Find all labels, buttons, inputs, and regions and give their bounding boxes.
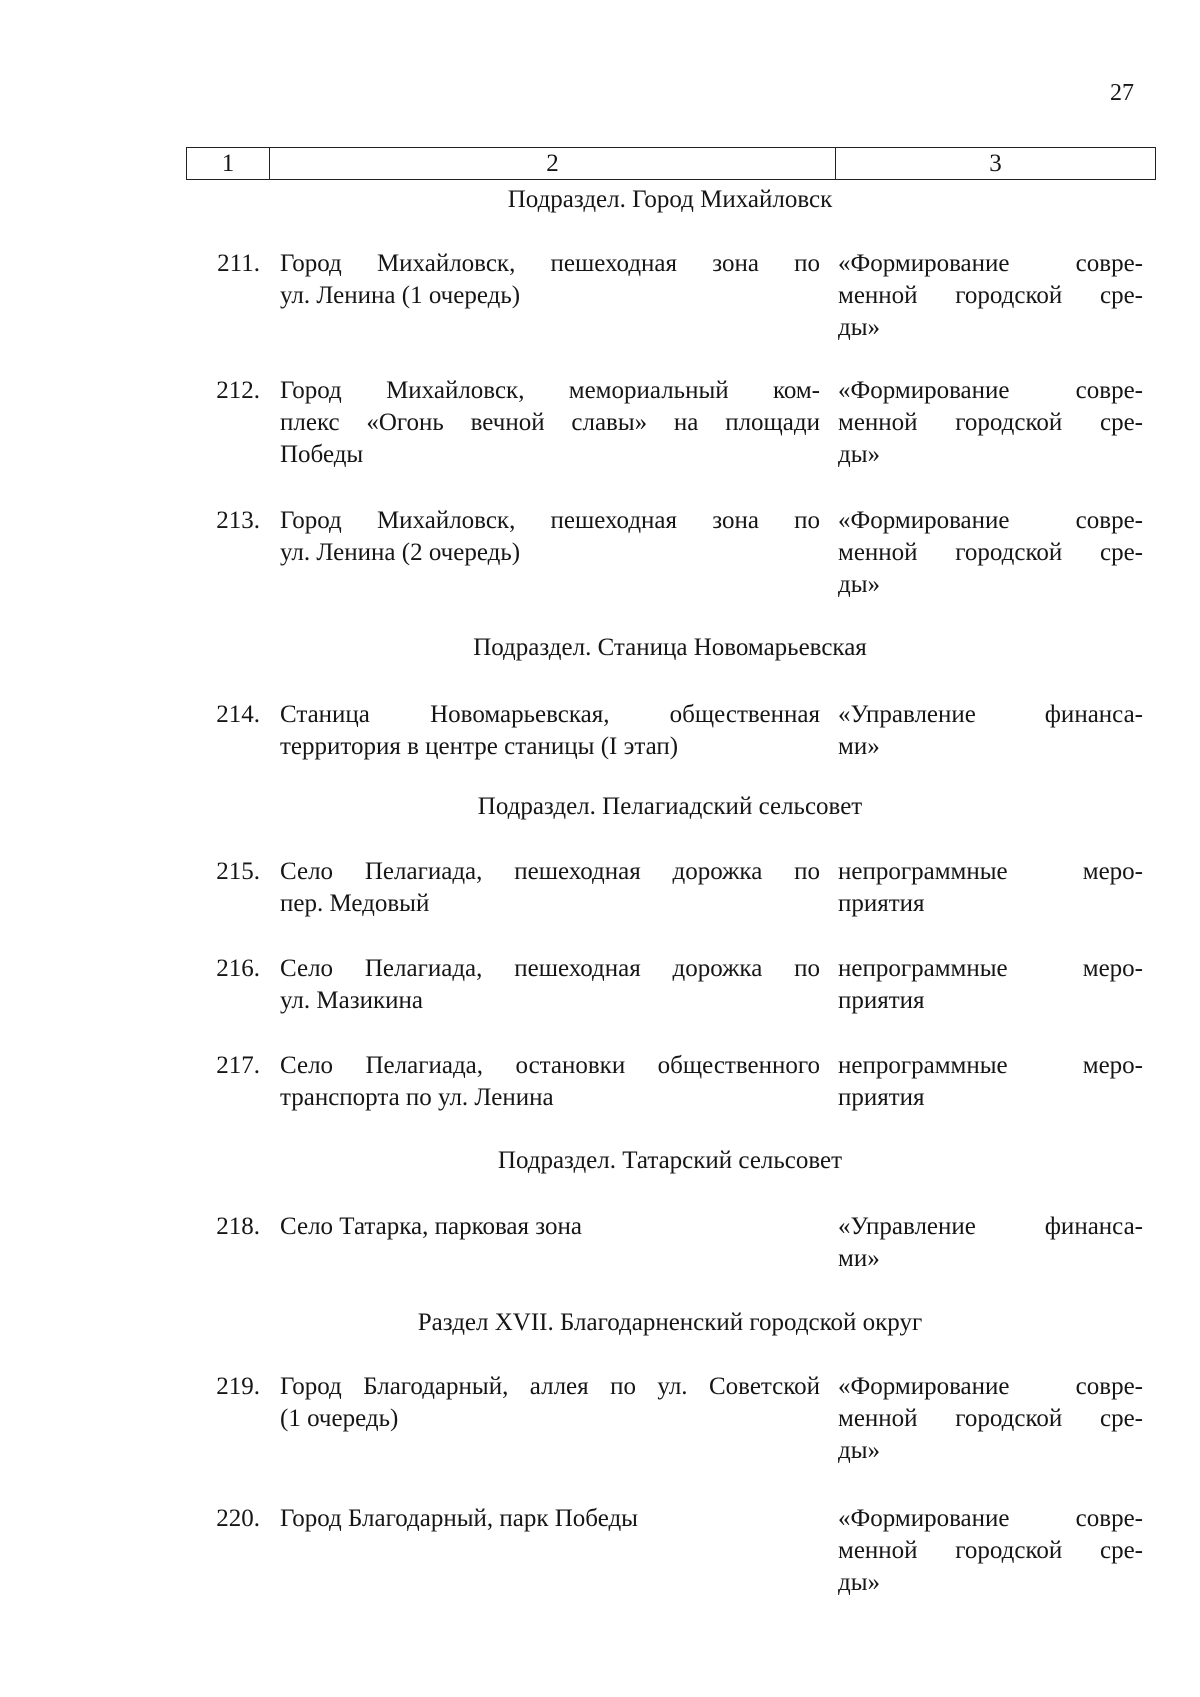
program-name: [838, 505, 1143, 601]
program-name: [838, 953, 1143, 1017]
object-name-line: территория в центре станицы (I этап): [280, 733, 679, 760]
object-name: [280, 248, 820, 312]
row-number: 212.: [216, 377, 260, 404]
program-name-line: менной городской сре-: [838, 1537, 1143, 1564]
row-number: 217.: [216, 1052, 260, 1079]
object-name-line: ул. Ленина (1 очередь): [280, 282, 521, 309]
object-name-line: Город Михайловск, пешеходная зона по: [280, 250, 820, 277]
program-name: [838, 856, 1143, 920]
row-number: 216.: [216, 955, 260, 982]
object-name-line: ул. Мазикина: [280, 987, 423, 1014]
object-name: [280, 1503, 820, 1535]
subsection-heading: Подраздел. Станица Новомарьевская: [473, 634, 867, 661]
program-name-line: менной городской сре-: [838, 282, 1143, 309]
row-number: 215.: [216, 858, 260, 885]
program-name-line: непрограммные меро-: [838, 858, 1143, 885]
object-name-line: Село Татарка, парковая зона: [280, 1213, 582, 1240]
section-heading: Раздел XVII. Благодарненский городской округ: [417, 1309, 923, 1336]
program-name-line: приятия: [838, 987, 925, 1014]
object-name: [280, 699, 820, 763]
object-name: [280, 375, 820, 471]
object-name-line: ул. Ленина (2 очередь): [280, 539, 521, 566]
program-name-line: ды»: [838, 1569, 881, 1596]
program-name: [838, 375, 1143, 471]
program-name-line: приятия: [838, 890, 925, 917]
object-name: [280, 856, 820, 920]
program-name-line: приятия: [838, 1084, 925, 1111]
program-name-line: «Формирование совре-: [838, 507, 1143, 534]
program-name-line: менной городской сре-: [838, 409, 1143, 436]
row-number: 213.: [216, 507, 260, 534]
program-name-line: «Формирование совре-: [838, 377, 1143, 404]
row-number: 218.: [216, 1213, 260, 1240]
program-name: [838, 699, 1143, 763]
program-name-line: «Формирование совре-: [838, 250, 1143, 277]
program-name-line: ми»: [838, 1245, 880, 1272]
program-name-line: ды»: [838, 1437, 881, 1464]
program-name: [838, 1050, 1143, 1114]
program-name-line: «Формирование совре-: [838, 1373, 1143, 1400]
object-name: [280, 1050, 820, 1114]
page-number: 27: [1110, 80, 1134, 106]
column-header-2: 2: [270, 148, 836, 180]
subsection-heading: Подраздел. Город Михайловск: [507, 186, 833, 213]
program-name-line: менной городской сре-: [838, 539, 1143, 566]
program-name-line: «Управление финанса-: [838, 701, 1143, 728]
subsection-heading: Подраздел. Пелагиадский сельсовет: [477, 793, 863, 820]
program-name-line: менной городской сре-: [838, 1405, 1143, 1432]
program-name-line: непрограммные меро-: [838, 1052, 1143, 1079]
object-name-line: (1 очередь): [280, 1405, 399, 1432]
object-name-line: Село Пелагиада, пешеходная дорожка по: [280, 955, 820, 982]
object-name-line: транспорта по ул. Ленина: [280, 1084, 554, 1111]
object-name-line: Город Благодарный, аллея по ул. Советской: [280, 1373, 820, 1400]
object-name-line: Город Благодарный, парк Победы: [280, 1505, 638, 1532]
object-name-line: Город Михайловск, мемориальный ком-: [280, 377, 820, 404]
program-name: [838, 1211, 1143, 1275]
program-name-line: «Управление финанса-: [838, 1213, 1143, 1240]
program-name-line: ды»: [838, 314, 881, 341]
object-name-line: Село Пелагиада, остановки общественного: [280, 1052, 820, 1079]
object-name: [280, 1371, 820, 1435]
program-name-line: «Формирование совре-: [838, 1505, 1143, 1532]
object-name-line: пер. Медовый: [280, 890, 430, 917]
object-name-line: Победы: [280, 441, 364, 468]
program-name-line: непрограммные меро-: [838, 955, 1143, 982]
object-name-line: Село Пелагиада, пешеходная дорожка по: [280, 858, 820, 885]
column-header-3: 3: [836, 148, 1156, 180]
row-number: 211.: [217, 250, 260, 277]
object-name-line: плекс «Огонь вечной славы» на площади: [280, 409, 820, 436]
program-name: [838, 1503, 1143, 1599]
object-name-line: Город Михайловск, пешеходная зона по: [280, 507, 820, 534]
row-number: 220.: [216, 1505, 260, 1532]
row-number: 219.: [216, 1373, 260, 1400]
program-name-line: ды»: [838, 441, 881, 468]
program-name: [838, 248, 1143, 344]
column-header-1: 1: [187, 148, 270, 180]
object-name: [280, 953, 820, 1017]
object-name: [280, 505, 820, 569]
program-name-line: ми»: [838, 733, 880, 760]
subsection-heading: Подраздел. Татарский сельсовет: [497, 1147, 843, 1174]
program-name: [838, 1371, 1143, 1467]
row-number: 214.: [216, 701, 260, 728]
object-name: [280, 1211, 820, 1243]
object-name-line: Станица Новомарьевская, общественная: [280, 701, 820, 728]
program-name-line: ды»: [838, 571, 881, 598]
column-header-table: [186, 147, 1156, 180]
